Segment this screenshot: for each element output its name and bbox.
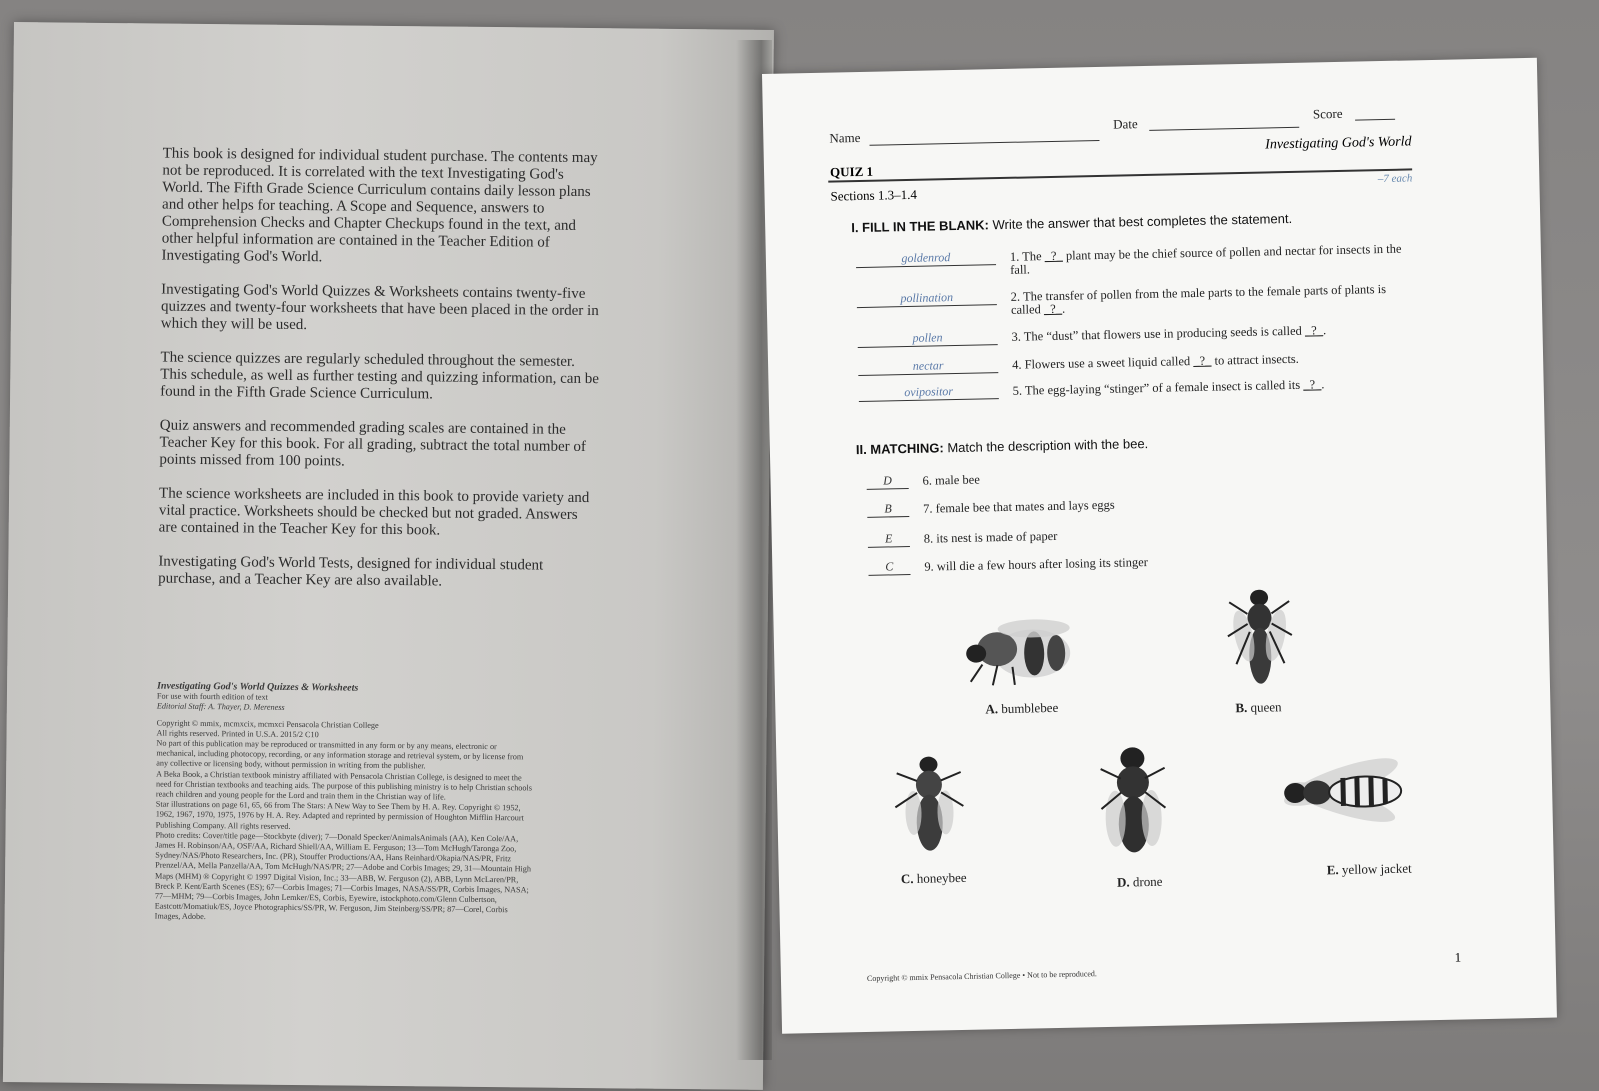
section-2-label: II. MATCHING:	[855, 440, 944, 458]
bee-label-a: A. bumblebee	[985, 699, 1059, 717]
question-2: 2. The transfer of pollen from the male parts to the female parts of plants is called _?_.	[1010, 281, 1387, 317]
honeybee-illustration	[888, 750, 970, 862]
answer-5: ovipositor	[904, 384, 954, 400]
series-title: Investigating God's World	[1265, 134, 1412, 153]
match-question-7: 7. female bee that mates and lays eggs	[922, 497, 1115, 516]
answer-1: goldenrod	[901, 250, 951, 266]
match-answer-6: D	[883, 473, 893, 488]
answer-4: nectar	[912, 358, 944, 373]
intro-paragraph-5: The science worksheets are included in this book to provide variety and vital practice. Worksheets should be checked but not graded. Answers are contained in the Teacher Key for this book.	[158, 485, 590, 539]
queen-bee-illustration	[1219, 583, 1301, 695]
match-question-6: 6. male bee	[922, 472, 980, 488]
answer-blank-1[interactable]	[856, 247, 996, 268]
credits-block	[155, 682, 537, 927]
bee-label-e: E. yellow jacket	[1326, 860, 1412, 878]
match-question-8: 8. its nest is made of paper	[923, 528, 1058, 546]
section-2-instruction: Match the description with the bee.	[947, 435, 1149, 456]
question-3: 3. The “dust” that flowers use in producing seeds is called _?_.	[1011, 323, 1327, 344]
bee-label-c: C. honeybee	[900, 869, 967, 887]
credits-photo: Photo credits: Cover/title page—Stockbyte (diver); 7—Donald Specker/AnimalsAnimals (AA), Ken Cole/AA, James H. Robinson/AA, OSF/AA, Richard Shiell/AA, William E. Ferguson; 13—Tom McHugh/Taronga Zoo, Sydney/NAS/Photo Researchers, Inc. (PR), Stouffer Productions/AA, Hans Reinhard/Okapia/NAS/PR, Fritz Prenzel/AA, Mella Panzella/AA, Tom McHugh/NAS/PR; 27—Adobe and Corbis Images; 29, 31—Mountain High Maps (MHM) ® Copyright © 1997 Digital Vision, Inc.; 33—ABB, W. Ferguson (2), ABB, Lynn McLaren/PR, Breck P. Kent/Earth Scenes (ES); 67—Corbis Images; 71—Corbis Images, NASA/SS/PR, Corbis Images, NASA; 77—MHM; 79—Corbis Images, John Lemker/ES, Corbis, Eyewire, istockphoto.com/Glenn Culbertson, Eastcott/Momatiuk/ES, Joyce Photographics/SS/PR, W. Ferguson, Jim Steinberg/SS/PR; 87—Corel, Corbis Images, Adobe.	[154, 830, 532, 922]
match-blank-7[interactable]	[867, 499, 909, 518]
intro-paragraph-2: Investigating God's World Quizzes & Worksheets contains twenty-five quizzes and twenty-four worksheets that have been placed in the order in which they will be used.	[160, 281, 599, 334]
intro-paragraph-4: Quiz answers and recommended grading scales are contained in the Teacher Key for this book. For all grading, subtract the total number of points missed from 100 points.	[159, 417, 586, 470]
footer-copyright: Copyright © mmix Pensacola Christian College • Not to be reproduced.	[866, 969, 1097, 983]
bee-label-b: B. queen	[1235, 699, 1282, 716]
answer-blank-2[interactable]	[857, 287, 997, 308]
section-1-heading	[851, 211, 1292, 235]
yellow-jacket-illustration	[1270, 740, 1422, 843]
page-number: 1	[1454, 949, 1462, 965]
right-page	[762, 58, 1557, 1034]
credits-staff: Editorial Staff: A. Thayer, D. Mereness	[156, 701, 285, 713]
quiz-title: QUIZ 1	[829, 163, 874, 180]
credits-rights: All rights reserved. Printed in U.S.A. 2015/2 C10	[156, 728, 319, 740]
drone-illustration	[1092, 742, 1174, 864]
date-line	[1149, 127, 1299, 131]
section-1-label: I. FILL IN THE BLANK:	[851, 217, 990, 236]
match-answer-7: B	[884, 501, 892, 516]
match-answer-9: C	[885, 559, 894, 574]
bumblebee-illustration	[951, 607, 1083, 690]
answer-blank-3[interactable]	[857, 327, 997, 348]
left-page	[3, 22, 774, 1090]
intro-text	[158, 146, 603, 610]
match-blank-6[interactable]	[866, 471, 908, 490]
section-2-heading	[856, 436, 1149, 457]
question-5: 5. The egg-laying “stinger” of a female insect is called its _?_.	[1012, 377, 1325, 398]
intro-paragraph-3: The science quizzes are regularly scheduled throughout the semester. This schedule, as well as further testing and quizzing information, can be found in the Fifth Grade Science Curriculum.	[160, 349, 600, 403]
question-1: 1. The _?_ plant may be the chief source of pollen and nectar for insects in the fall.	[1009, 241, 1402, 277]
match-answer-8: E	[884, 531, 893, 546]
score-line	[1355, 119, 1395, 121]
intro-paragraph-1: This book is designed for individual student purchase. The contents may not be reproduced. It is correlated with the text Investigating God's World. The Fifth Grade Science Curriculum contains daily lesson plans and other helps for teaching. A Scope and Sequence, answers to Comprehension Checks and Chapter Checkups found in the text, and other helpful information are contained in the Teacher Edition of Investigating God's World.	[161, 145, 598, 266]
credits-abeka: A Beka Book, a Christian textbook ministry affiliated with Pensacola Christian College, is designed to meet the need for Christian textbooks and teaching aids. The purpose of this publishing ministry is to help Christian schools reach children and young people for the Lord and train them in the Christian way of life.	[155, 769, 533, 802]
sections-label: Sections 1.3–1.4	[830, 186, 918, 204]
answer-2: pollination	[900, 290, 954, 306]
match-question-9: 9. will die a few hours after losing its stinger	[924, 555, 1149, 574]
name-line	[870, 140, 1100, 146]
answer-blank-4[interactable]	[858, 355, 998, 376]
question-4: 4. Flowers use a sweet liquid called _?_ to attract insects.	[1011, 351, 1299, 372]
bee-label-d: D. drone	[1116, 873, 1163, 890]
score-label: Score	[1312, 105, 1343, 122]
credits-edition: For use with fourth edition of text	[156, 691, 268, 702]
points-note: –7 each	[1377, 172, 1413, 186]
name-label: Name	[829, 129, 861, 146]
credits-star: Star illustrations on page 61, 65, 66 from The Stars: A New Way to See Them by H. A. Rey. Copyright © 1952, 1962, 1967, 1970, 1975, 1976 by H. A. Rey. Adapted and reprinted by permission of Houghton Mifflin Harcourt Publishing Company. All rights reserved.	[155, 799, 524, 831]
answer-3: pollen	[912, 330, 943, 345]
credits-title: Investigating God's World Quizzes & Worksheets	[156, 680, 359, 694]
date-label: Date	[1112, 116, 1138, 132]
match-blank-9[interactable]	[868, 557, 910, 576]
credits-copyright: Copyright © mmix, mcmxcix, mcmxci Pensacola Christian College	[156, 718, 379, 730]
intro-paragraph-6: Investigating God's World Tests, designed for individual student purchase, and a Teacher Key are also available.	[158, 553, 544, 590]
credits-notice: No part of this publication may be reproduced or transmitted in any form or by any means, electronic or mechanical, including photocopy, recording, or any information storage and retrieval system, or by license from any collective or licensing body, without permission in writing from the publisher.	[156, 738, 524, 771]
section-1-instruction: Write the answer that best completes the statement.	[992, 210, 1293, 233]
answer-blank-5[interactable]	[859, 381, 999, 402]
match-blank-8[interactable]	[868, 529, 910, 548]
